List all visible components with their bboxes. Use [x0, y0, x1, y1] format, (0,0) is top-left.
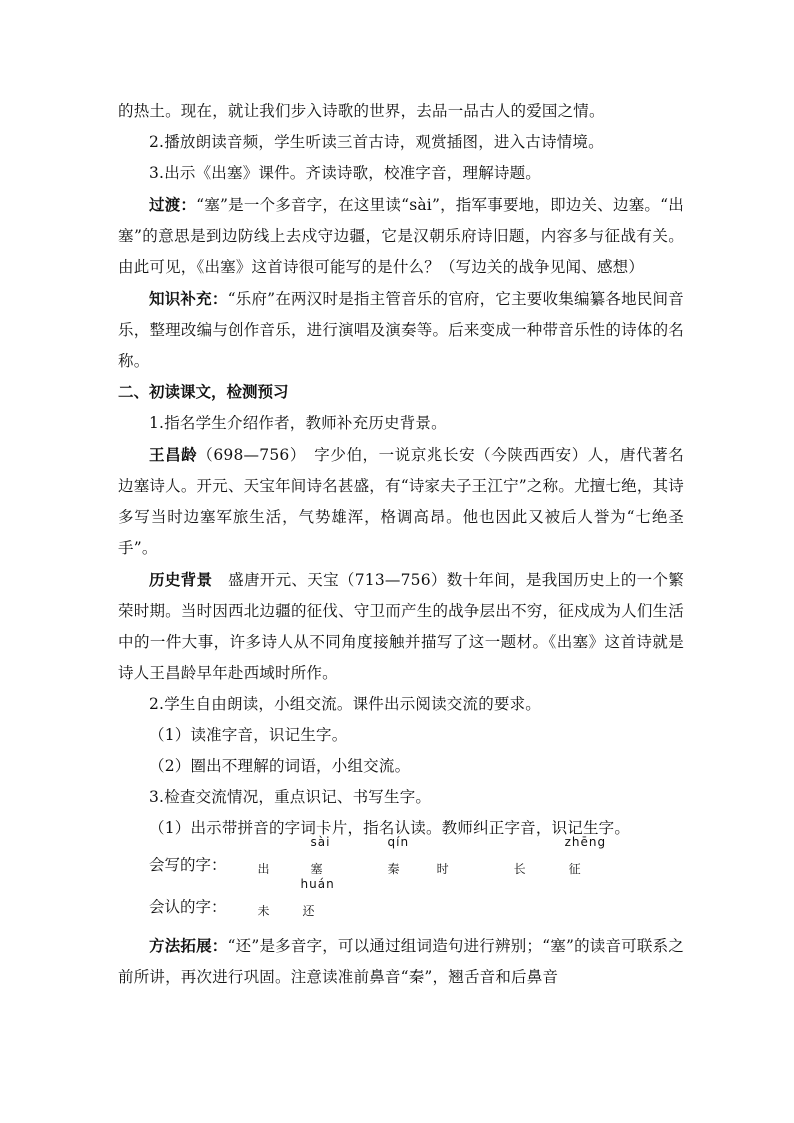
- char-chu: 出: [257, 862, 270, 876]
- char-sai: sài 塞: [280, 850, 323, 882]
- char-wei: 未: [257, 904, 270, 918]
- knowledge-supplement-paragraph: [118, 283, 684, 377]
- pinyin-qin: qín: [387, 835, 410, 849]
- step-introduce-author: 1.指名学生介绍作者，教师补充历史背景。: [149, 414, 447, 432]
- transition-label: 过渡：: [149, 195, 197, 214]
- pinyin-huan: huán: [300, 877, 335, 891]
- pinyin-zheng: zhēng: [564, 835, 607, 849]
- history-background-label: 历史背景: [149, 570, 213, 589]
- read-characters-line: [118, 877, 684, 924]
- knowledge-supplement-label: 知识补充：: [149, 289, 228, 308]
- step-play-audio: 2.播放朗读音频，学生听读三首古诗，观赏插图，进入古诗情境。: [149, 133, 604, 151]
- author-name: 王昌龄: [149, 445, 198, 464]
- pinyin-sai: sài: [310, 835, 331, 849]
- step-free-reading: 2.学生自由朗读，小组交流。课件出示阅读交流的要求。: [149, 695, 541, 713]
- char-qin: qín 秦: [357, 850, 400, 882]
- char-zheng: zhēng 征: [538, 850, 581, 882]
- lesson-plan-page: [118, 96, 684, 993]
- method-extension-label: 方法拓展：: [149, 936, 228, 955]
- step-show-courseware: 3.出示《出塞》课件。齐读诗歌，校准字音，理解诗题。: [149, 164, 541, 182]
- transition-paragraph: [118, 189, 684, 283]
- requirement-2: （2）圈出不理解的词语，小组交流。: [149, 757, 411, 775]
- read-characters-label: 会认的字：: [149, 898, 227, 916]
- history-background-paragraph: [118, 564, 684, 689]
- char-shi: 时: [436, 862, 449, 876]
- method-extension-paragraph: [118, 930, 684, 993]
- requirement-1: （1）读准字音，识记生字。: [149, 726, 348, 744]
- write-characters-line: [118, 835, 684, 882]
- paragraph-intro-end: 的热土。现在，就让我们步入诗歌的世界，去品一品古人的爱国之情。: [118, 102, 605, 120]
- history-background-text: 盛唐开元、天宝（713—756）数十年间，是我国历史上的一个繁荣时期。当时因西北边疆的征伐、守卫而产生的战争层出不穷，征戍成为人们生活中的一件大事，许多诗人从不同角度接触并描写了这一题材。《出塞》这首诗就是诗人王昌龄早年赴西域时所作。: [118, 571, 684, 682]
- section-heading-first-reading: 二、初读课文，检测预习: [118, 383, 289, 401]
- step-check-exchange: 3.检查交流情况，重点识记、书写生字。: [149, 788, 432, 806]
- char-huan: huán 还: [272, 892, 315, 924]
- author-bio-paragraph: [118, 439, 684, 564]
- transition-text: “塞”是一个多音字，在这里读“sài”，指军事要地，即边关、边塞。“出塞”的意思是到边防线上去戍守边疆，它是汉朝乐府诗旧题，内容多与征战有关。由此可见，《出塞》这首诗很可能写的是什么？（写边关的战争见闻、感想）: [118, 196, 684, 276]
- write-characters-label: 会写的字：: [149, 856, 227, 874]
- method-extension-text: “还”是多音字，可以通过组词造句进行辨别；“塞”的读音可联系之前所讲，再次进行巩固。注意读准前鼻音“秦”，翘舌音和后鼻音: [118, 937, 684, 986]
- char-chang: 长: [513, 862, 526, 876]
- substep-word-cards: （1）出示带拼音的字词卡片，指名认读。教师纠正字音，识记生字。: [149, 819, 631, 837]
- knowledge-supplement-text: “乐府”在两汉时是指主管音乐的官府，它主要收集编纂各地民间音乐，整理改编与创作音乐，进行演唱及演奏等。后来变成一种带音乐性的诗体的名称。: [118, 290, 684, 370]
- author-bio-text: （698—756） 字少伯，一说京兆长安（今陕西西安）人，唐代著名边塞诗人。开元、天宝年间诗名甚盛，有“诗家夫子王江宁”之称。尤擅七绝，其诗多写当时边塞军旅生活，气势雄浑，格调高昂。他也因此又被后人誉为“七绝圣手”。: [118, 446, 684, 557]
